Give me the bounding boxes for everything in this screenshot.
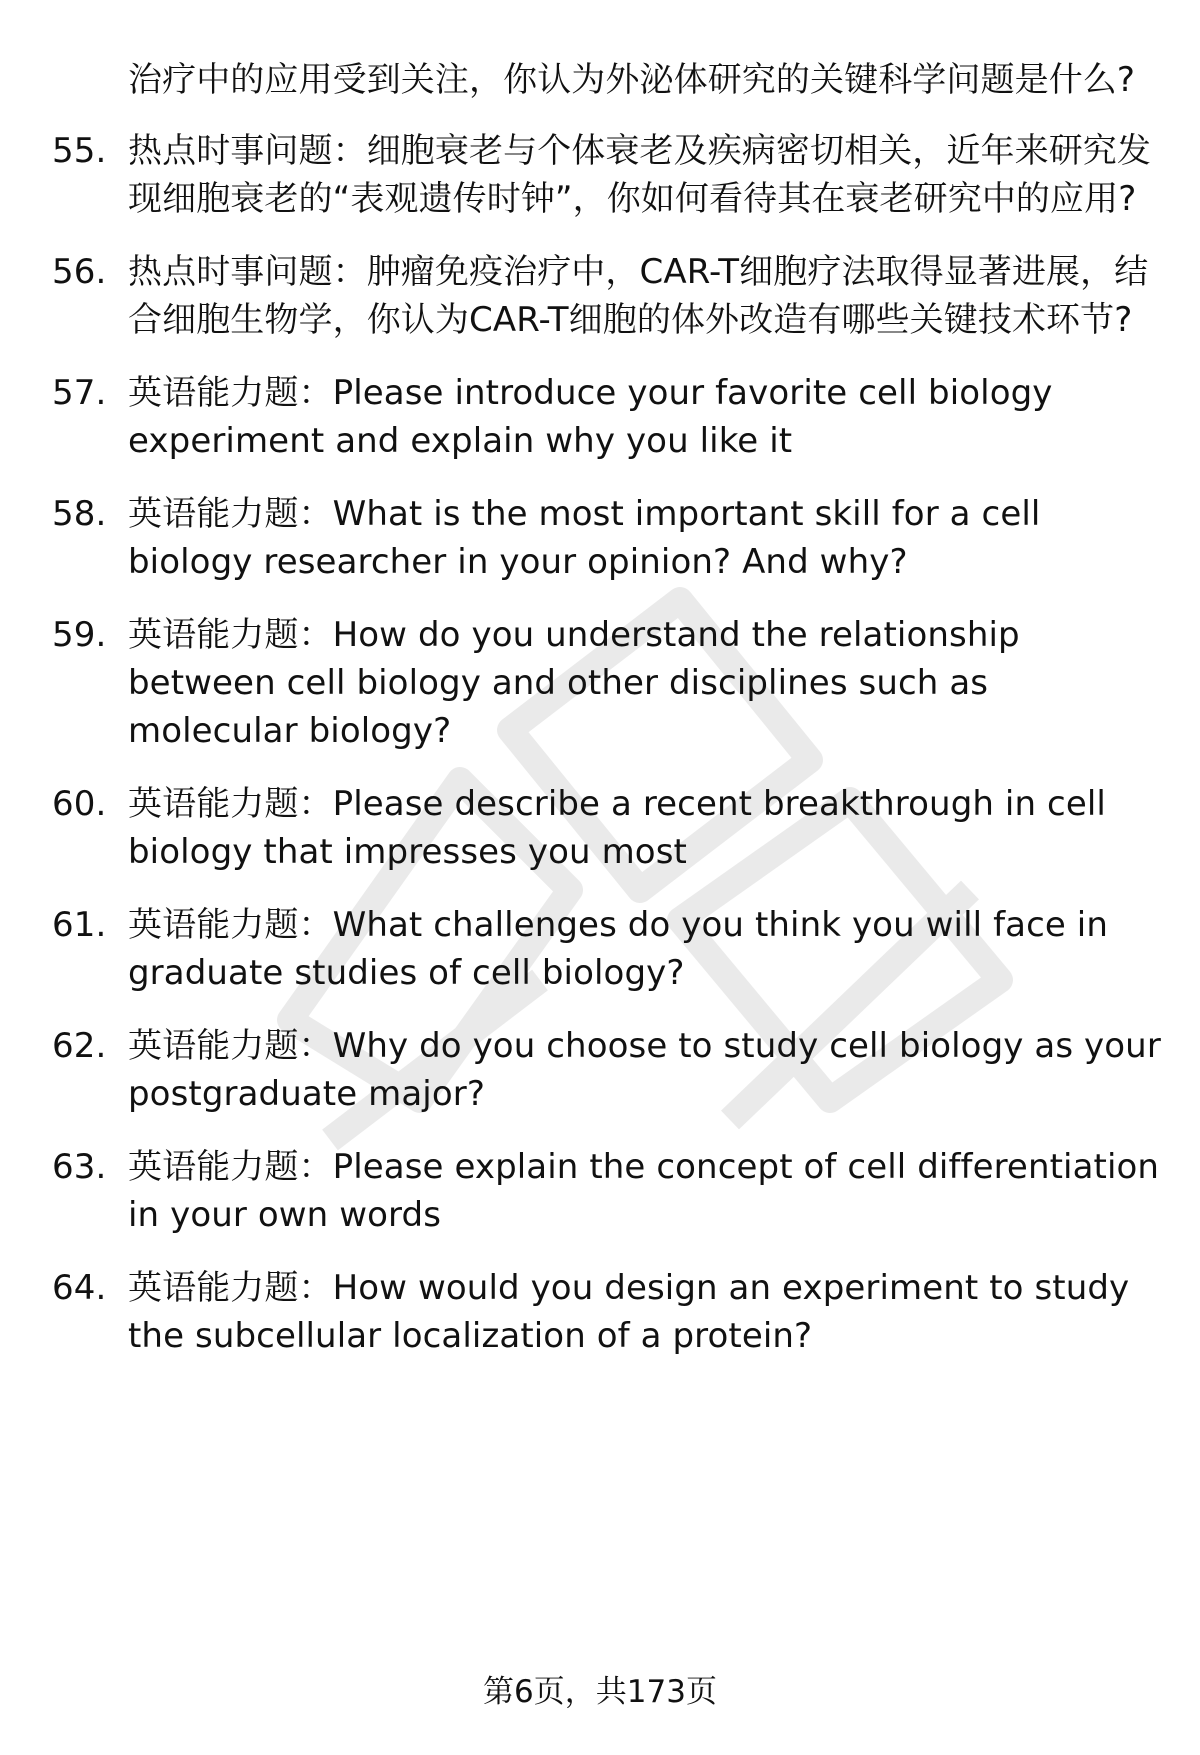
question-text: 英语能力题：Please describe a recent breakthrough in cell biology that impresses you most bbox=[128, 784, 1106, 872]
question-number: 57. bbox=[52, 373, 107, 413]
question-item-57 bbox=[52, 369, 1162, 465]
question-number: 60. bbox=[52, 784, 107, 824]
question-number: 55. bbox=[52, 131, 107, 171]
question-text: 治疗中的应用受到关注，你认为外泌体研究的关键科学问题是什么? bbox=[128, 60, 1136, 100]
question-item-56 bbox=[52, 248, 1162, 344]
question-text: 英语能力题：Please introduce your favorite cell biology experiment and explain why you like it bbox=[128, 373, 1053, 461]
question-list bbox=[52, 56, 1162, 1385]
question-item-61 bbox=[52, 901, 1162, 997]
question-text: 英语能力题：Why do you choose to study cell biology as your postgraduate major? bbox=[128, 1026, 1161, 1114]
question-text: 英语能力题：Please explain the concept of cell differentiation in your own words bbox=[128, 1147, 1160, 1235]
question-item-64 bbox=[52, 1264, 1162, 1360]
question-text: 热点时事问题：细胞衰老与个体衰老及疾病密切相关，近年来研究发现细胞衰老的“表观遗传时钟”，你如何看待其在衰老研究中的应用? bbox=[128, 131, 1151, 219]
question-item-59 bbox=[52, 611, 1162, 755]
question-text: 英语能力题：What challenges do you think you will face in graduate studies of cell biology? bbox=[128, 905, 1108, 993]
question-item-62 bbox=[52, 1022, 1162, 1118]
question-number: 61. bbox=[52, 905, 107, 945]
question-number: 58. bbox=[52, 494, 107, 534]
question-number: 59. bbox=[52, 615, 107, 655]
question-text: 英语能力题：What is the most important skill for a cell biology researcher in your opinion? And why? bbox=[128, 494, 1041, 582]
question-number: 64. bbox=[52, 1268, 107, 1308]
question-item-60 bbox=[52, 780, 1162, 876]
question-number: 63. bbox=[52, 1147, 107, 1187]
question-text: 英语能力题：How would you design an experiment to study the subcellular localization of a protein? bbox=[128, 1268, 1130, 1356]
question-text: 热点时事问题：肿瘤免疫治疗中，CAR-T细胞疗法取得显著进展，结合细胞生物学，你认为CAR-T细胞的体外改造有哪些关键技术环节? bbox=[128, 252, 1149, 340]
question-number: 56. bbox=[52, 252, 107, 292]
question-text: 英语能力题：How do you understand the relationship between cell biology and other disciplines such as molecular biology? bbox=[128, 615, 1020, 751]
question-number: 62. bbox=[52, 1026, 107, 1066]
page-footer: 第6页，共173页 bbox=[483, 1674, 717, 1710]
question-item-58 bbox=[52, 490, 1162, 586]
question-item-63 bbox=[52, 1143, 1162, 1239]
question-item-55 bbox=[52, 127, 1162, 223]
question-item-continued bbox=[52, 56, 1162, 104]
